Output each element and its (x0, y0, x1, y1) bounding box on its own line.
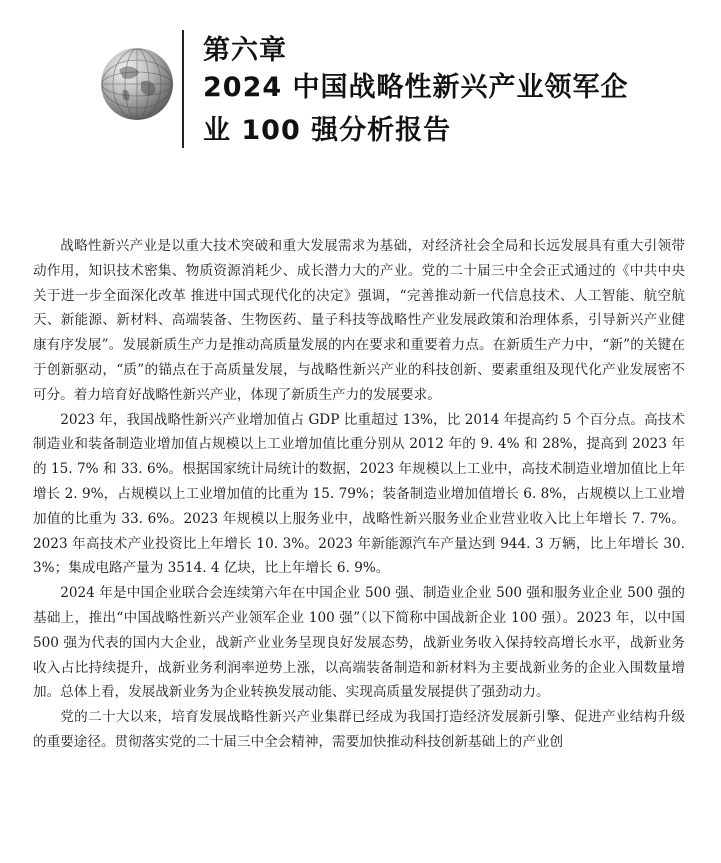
header-divider (182, 30, 184, 148)
paragraph-4: 党的二十大以来，培育发展战略性新兴产业集群已经成为我国打造经济发展新引擎、促进产业结构升级的重要途径。贯彻落实党的二十届三中全会精神，需要加快推动科技创新基础上的产业创 (33, 709, 685, 750)
paragraph-2: 2023 年，我国战略性新兴产业增加值占 GDP 比重超过 13%，比 2014 年提高约 5 个百分点。高技术制造业和装备制造业增加值占规模以上工业增加值比重分别从 2012 年的 9. 4% 和 28%，提高到 2023 年的 15. 7% 和 33. 6%。根据国家统计局统计的数据，2023 年规模以上工业中，高技术制造业增加值比上年增长 2. 9%，占规模以上工业增加值的比重为 15. 79%；装备制造业增加值增长 6. 8%，占规模以上工业增加值的比重为 33. 6%。2023 年规模以上服务业中，战略性新兴服务业企业营业收入比上年增长 7. 7%。2023 年高技术产业投资比上年增长 10. 3%。2023 年新能源汽车产量达到 944. 3 万辆，比上年增长 30. 3%；集成电路产量为 3514. 4 亿块，比上年增长 6. 9%。 (33, 411, 685, 577)
body-text (33, 234, 685, 755)
chapter-title-line-1: 2024 中国战略性新兴产业领军企 (203, 72, 629, 103)
chapter-title-line-2: 业 100 强分析报告 (203, 115, 452, 146)
chapter-header (0, 0, 721, 180)
paragraph-3: 2024 年是中国企业联合会连续第六年在中国企业 500 强、制造业企业 500 强和服务业企业 500 强的基础上，推出“中国战略性新兴产业领军企业 100 强”（以下简称中国战新企业 100 强）。2023 年，以中国 500 强为代表的国内大企业，战新产业业务呈现良好发展态势，战新业务收入保持较高增长水平，战新业务收入占比持续提升，战新业务利润率逆势上涨，以高端装备制造和新材料为主要战新业务的企业入围数量增加。总体上看，发展战新业务为企业转换发展动能、实现高质量发展提供了强劲动力。 (33, 585, 685, 701)
paragraph-1: 战略性新兴产业是以重大技术突破和重大发展需求为基础，对经济社会全局和长远发展具有重大引领带动作用，知识技术密集、物质资源消耗少、成长潜力大的产业。党的二十届三中全会正式通过的《中共中央关于进一步全面深化改革 推进中国式现代化的决定》强调，“完善推动新一代信息技术、人工智能、航空航天、新能源、新材料、高端装备、生物医药、量子科技等战略性产业发展政策和治理体系，引导新兴产业健康有序发展”。发展新质生产力是推动高质量发展的内在要求和重要着力点。在新质生产力中，“新”的关键在于创新驱动，“质”的锚点在于高质量发展，与战略性新兴产业的科技创新、要素重组及现代化产业发展密不可分。着力培育好战略性新兴产业，体现了新质生产力的发展要求。 (33, 238, 685, 403)
chapter-title (203, 66, 673, 152)
globe-icon (101, 48, 173, 120)
chapter-number: 第六章 (203, 35, 287, 66)
